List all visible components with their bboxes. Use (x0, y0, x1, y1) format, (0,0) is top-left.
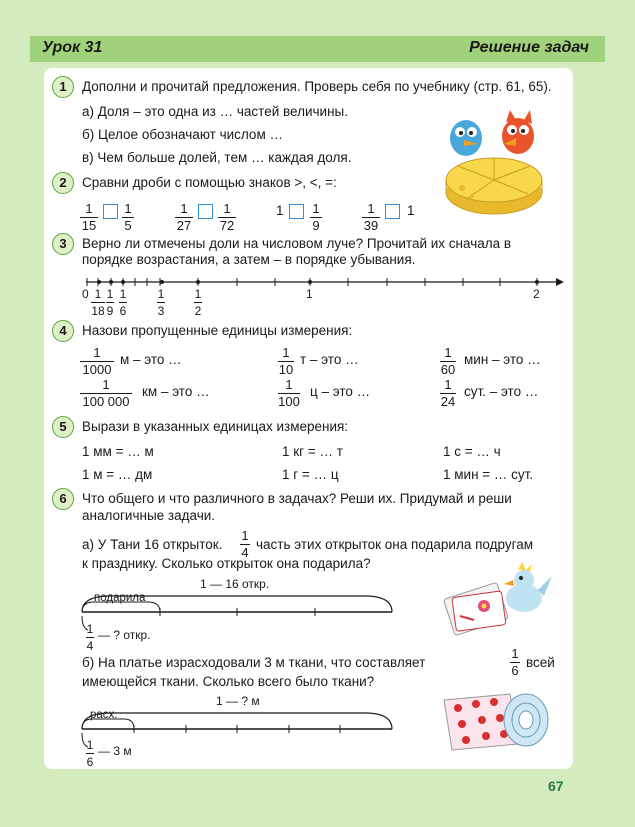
fraction: 1 15 (81, 201, 97, 233)
postcards-bird-illustration (440, 562, 555, 642)
cheese-birds-illustration (438, 108, 548, 220)
diagram-b-total: 1 — ? м (216, 694, 260, 708)
axis-two: 2 (533, 287, 540, 301)
diagram-b-label: расх. (90, 709, 118, 721)
unit-item: м – это … (120, 352, 182, 367)
exercise-6-line2: аналогичные задачи. (82, 508, 216, 523)
fraction: 1 39 (363, 201, 379, 233)
number-line (80, 276, 565, 320)
mark-dot (121, 280, 125, 284)
lesson-topic: Решение задач (469, 39, 589, 56)
exercise-1-badge: 1 (52, 76, 74, 98)
compare-box[interactable] (198, 204, 213, 219)
fraction: 1 5 (122, 202, 134, 233)
fraction: 1 72 (219, 201, 235, 233)
diagram-b-known: — 3 м (98, 744, 132, 758)
exercise-2-text: Сравни дроби с помощью знаков >, <, =: (82, 175, 337, 190)
mark-label: 1 18 (91, 287, 105, 318)
exercise-1-a: а) Доля – это одна из … частей величины. (82, 104, 348, 119)
exercise-5-text: Вырази в указанных единицах измерения: (82, 419, 349, 434)
exercise-1-c: в) Чем больше долей, тем … каждая доля. (82, 150, 352, 165)
mark-label: 1 9 (106, 287, 114, 318)
exercise-2-badge: 2 (52, 172, 74, 194)
page-number: 67 (548, 778, 564, 794)
whole-number: 1 (276, 203, 284, 218)
unit-item: ц – это … (310, 384, 371, 399)
unit-item: мин – это … (464, 352, 541, 367)
fraction: 1 9 (310, 202, 322, 233)
conversion-item: 1 мин = … сут. (443, 467, 534, 482)
segment-diagram-b (80, 707, 395, 749)
diagram-a-label: подарила (94, 592, 146, 604)
exercise-6-badge: 6 (52, 488, 74, 510)
exercise-6-line1: Что общего и что различного в задачах? Реши их. Придумай и реши (82, 491, 512, 506)
fraction: 1 6 (86, 738, 94, 769)
problem-a-start: а) У Тани 16 открыток. (82, 537, 223, 552)
exercise-4-text: Назови пропущенные единицы измерения: (82, 323, 353, 338)
axis-one: 1 (306, 287, 313, 301)
whole-number: 1 (407, 203, 415, 218)
exercise-4-badge: 4 (52, 320, 74, 342)
fraction: 1 1000 (80, 346, 114, 377)
problem-b-end: всей (526, 655, 555, 670)
fraction: 1 100 (278, 377, 300, 409)
lesson-number: Урок 31 (42, 39, 103, 56)
conversion-item: 1 с = … ч (443, 444, 501, 459)
exercise-3-line1: Верно ли отмечены доли на числовом луче? Прочитай их сначала в (82, 236, 512, 251)
fraction: 1 27 (176, 201, 192, 233)
conversion-item: 1 г = … ц (282, 467, 339, 482)
conversion-item: 1 м = … дм (82, 467, 153, 482)
diagram-a-question: — ? откр. (98, 628, 151, 642)
mark-dot (196, 280, 200, 284)
diagram-a-total: 1 — 16 откр. (200, 577, 270, 591)
fraction: 1 100 000 (80, 378, 132, 409)
mark-dot (97, 280, 101, 284)
problem-a-end: часть этих открыток она подарила подругам (256, 537, 534, 552)
mark-dot (308, 280, 312, 284)
lesson-header (30, 36, 605, 62)
problem-b-line2: имеющейся ткани. Сколько всего было ткани? (82, 674, 375, 689)
axis-zero: 0 (82, 287, 89, 301)
fraction: 1 6 (511, 646, 519, 678)
exercise-1-text: Дополни и прочитай предложения. Проверь себя по учебнику (стр. 61, 65). (82, 79, 552, 94)
mark-dot (160, 280, 164, 284)
compare-box[interactable] (385, 204, 400, 219)
fraction: 1 4 (86, 622, 94, 653)
fraction: 1 10 (278, 345, 294, 377)
compare-box[interactable] (289, 204, 304, 219)
fabric-roll-illustration (440, 690, 552, 756)
mark-dot (109, 280, 113, 284)
fraction: 1 4 (241, 528, 249, 560)
problem-a-line2: к празднику. Сколько открыток она подарила? (82, 556, 371, 571)
exercise-1-b: б) Целое обозначают числом … (82, 127, 283, 142)
problem-b-start: б) На платье израсходовали 3 м ткани, что составляет (82, 655, 426, 670)
conversion-item: 1 мм = … м (82, 444, 154, 459)
mark-label: 1 3 (157, 287, 165, 318)
mark-label: 1 6 (119, 287, 127, 318)
exercise-5-badge: 5 (52, 416, 74, 438)
exercise-3-line2: порядке возрастания, а затем – в порядке убывания. (82, 252, 416, 267)
mark-label: 1 2 (194, 287, 202, 318)
compare-box[interactable] (103, 204, 118, 219)
mark-dot (535, 280, 539, 284)
unit-item: т – это … (300, 352, 359, 367)
conversion-item: 1 кг = … т (282, 444, 343, 459)
unit-item: сут. – это … (464, 384, 539, 399)
unit-item: км – это … (142, 384, 210, 399)
fraction: 1 60 (440, 345, 456, 377)
fraction: 1 24 (440, 377, 456, 409)
exercise-3-badge: 3 (52, 233, 74, 255)
